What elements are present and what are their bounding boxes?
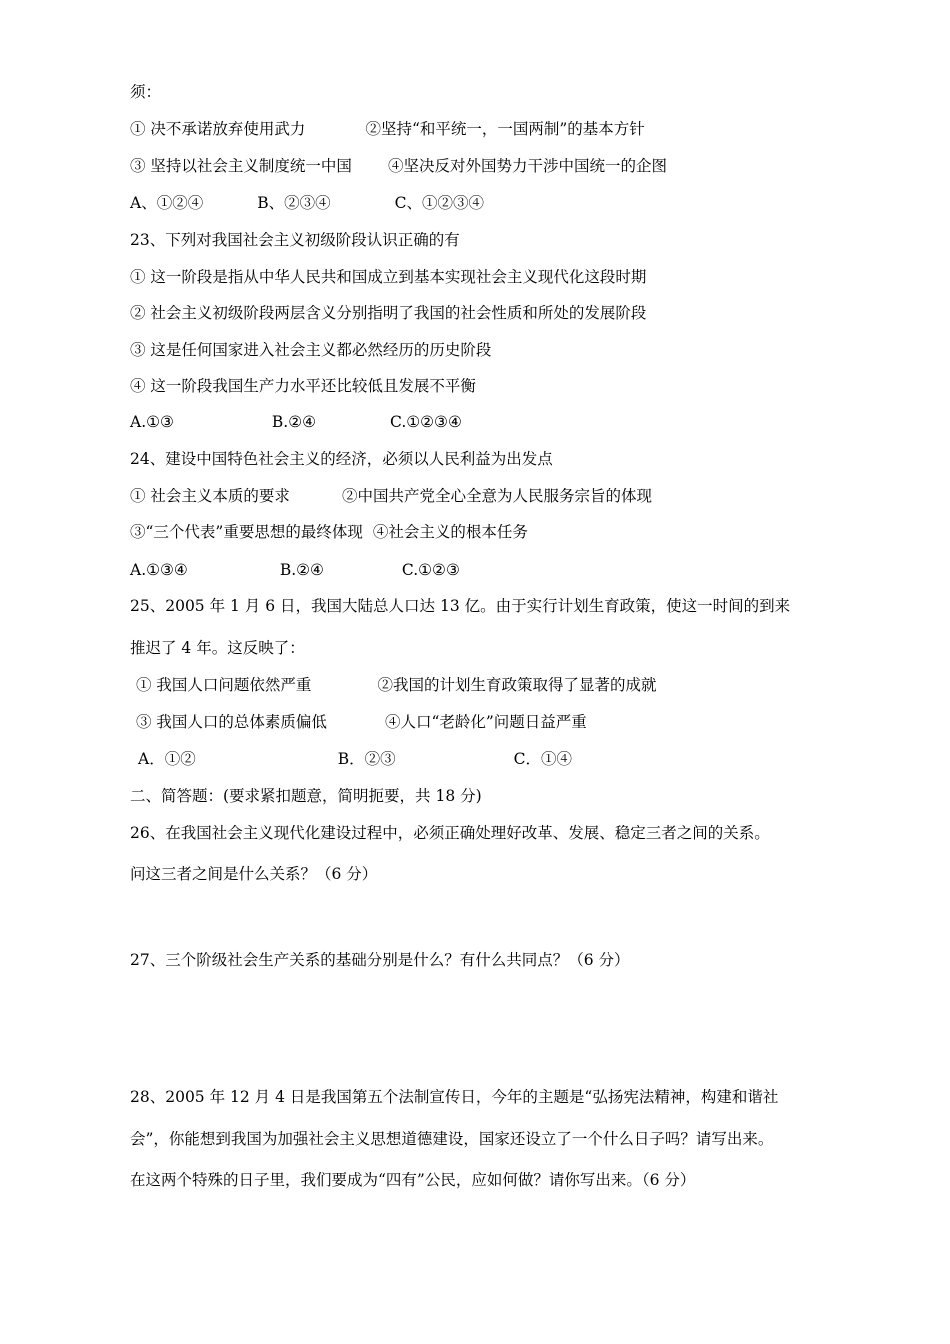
- q24-options-row-1: [130, 486, 652, 506]
- q23-choice-c: C.①②③④: [390, 413, 462, 431]
- q22-options-row-2: [130, 156, 667, 176]
- q24-option-1: ① 社会主义本质的要求: [130, 487, 290, 505]
- q25-options-row-2: [136, 712, 587, 732]
- q24-stem: 24、建设中国特色社会主义的经济，必须以人民利益为出发点: [130, 450, 553, 468]
- q25-choices: [138, 749, 572, 769]
- q25-choice-a: A．①②: [138, 750, 196, 768]
- q22-option-4: ④坚决反对外国势力干涉中国统一的企图: [387, 157, 667, 175]
- section-2-heading: 二、简答题：(要求紧扣题意，简明扼要，共 18 分): [130, 787, 482, 805]
- q24-choice-b: B.②④: [279, 561, 324, 579]
- q23-choice-b: B.②④: [271, 413, 317, 431]
- q25-option-1: ① 我国人口问题依然严重: [136, 676, 312, 694]
- q25-stem-line-1: 25、2005 年 1 月 6 日，我国大陆总人口达 13 亿。由于实行计划生育政策，使这一时间的到来: [130, 597, 791, 615]
- q24-choices: [130, 560, 460, 580]
- q22-option-3: ③ 坚持以社会主义制度统一中国: [130, 157, 352, 175]
- q26-line-2: 问这三者之间是什么关系？（6 分）: [130, 865, 378, 883]
- q22-option-1: ① 决不承诺放弃使用武力: [130, 120, 306, 138]
- q22-options-row-1: [130, 119, 645, 139]
- q23-choices: [130, 412, 462, 432]
- q25-options-row-1: [136, 675, 656, 695]
- q23-option-1: ① 这一阶段是指从中华人民共和国成立到基本实现社会主义现代化这段时期: [130, 268, 647, 286]
- q28-line-3: 在这两个特殊的日子里，我们要成为“四有”公民，应如何做？请你写出来。（6 分）: [130, 1171, 696, 1189]
- q22-choice-b: B、②③④: [257, 194, 331, 212]
- q24-options-row-2: [130, 522, 528, 542]
- q24-choice-c: C.①②③: [401, 561, 460, 579]
- q24-choice-a: A.①③④: [130, 561, 188, 579]
- q22-choices: [130, 193, 484, 213]
- q24-option-3: ③“三个代表”重要思想的最终体现: [130, 523, 363, 541]
- q26-line-1: 26、在我国社会主义现代化建设过程中，必须正确处理好改革、发展、稳定三者之间的关系。: [130, 824, 770, 842]
- q24-option-2: ②中国共产党全心全意为人民服务宗旨的体现: [341, 487, 652, 505]
- q22-choice-c: C、①②③④: [394, 194, 484, 212]
- q25-option-3: ③ 我国人口的总体素质偏低: [136, 713, 327, 731]
- q28-line-1: 28、2005 年 12 月 4 日是我国第五个法制宣传日，今年的主题是“弘扬宪法精神，构建和谐社: [130, 1088, 779, 1106]
- q27-line-1: 27、三个阶级社会生产关系的基础分别是什么？有什么共同点？（6 分）: [130, 951, 630, 969]
- q23-option-4: ④ 这一阶段我国生产力水平还比较低且发展不平衡: [130, 377, 476, 395]
- q25-choice-c: C．①④: [513, 750, 572, 768]
- q23-choice-a: A.①③: [130, 413, 174, 431]
- q25-choice-b: B．②③: [337, 750, 396, 768]
- q25-option-2: ②我国的计划生育政策取得了显著的成就: [377, 676, 657, 694]
- q23-stem: 23、下列对我国社会主义初级阶段认识正确的有: [130, 231, 460, 249]
- q23-option-2: ② 社会主义初级阶段两层含义分别指明了我国的社会性质和所处的发展阶段: [130, 304, 647, 322]
- q23-option-3: ③ 这是任何国家进入社会主义都必然经历的历史阶段: [130, 341, 492, 359]
- q22-choice-a: A、①②④: [130, 194, 204, 212]
- q28-line-2: 会”，你能想到我国为加强社会主义思想道德建设，国家还设立了一个什么日子吗？请写出来。: [130, 1130, 774, 1148]
- q22-option-2: ②坚持“和平统一，一国两制”的基本方针: [365, 120, 645, 138]
- q25-stem-line-2: 推迟了 4 年。这反映了：: [130, 639, 305, 657]
- q22-stem-continuation: 须：: [130, 83, 162, 101]
- q25-option-4: ④人口“老龄化”问题日益严重: [384, 713, 587, 731]
- q24-option-4: ④社会主义的根本任务: [372, 523, 528, 541]
